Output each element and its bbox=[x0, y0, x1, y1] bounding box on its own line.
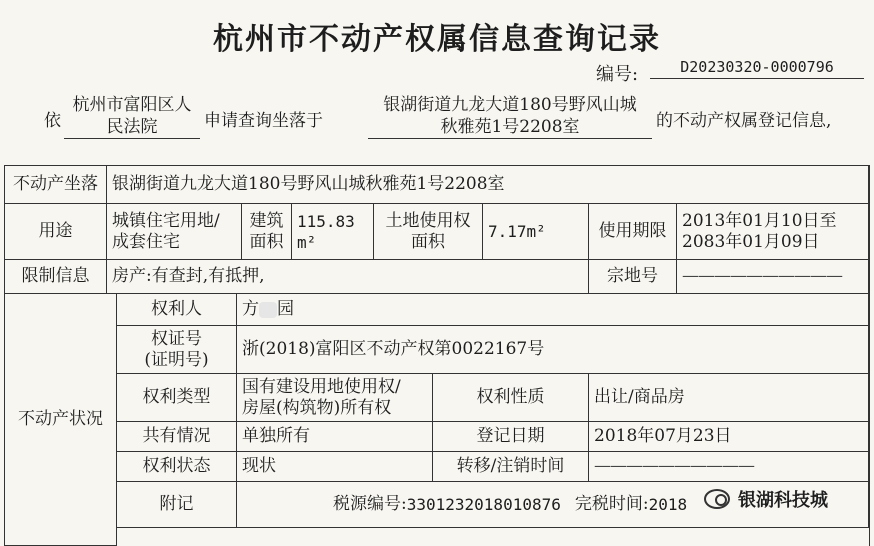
building-area-label-line2: 面积 bbox=[249, 231, 284, 252]
building-area-value bbox=[292, 204, 374, 260]
right-status-label: 权利状态 bbox=[117, 452, 237, 482]
intro-requester-line1: 杭州市富阳区人 bbox=[72, 95, 192, 115]
right-type-label: 权利类型 bbox=[117, 374, 237, 422]
notes-label: 附记 bbox=[117, 482, 237, 528]
building-area-value-line2: m² bbox=[297, 232, 317, 252]
intro-middle: 申请查询坐落于 bbox=[204, 111, 323, 131]
serial-number: D20230320-0000796 bbox=[650, 58, 864, 79]
owner-value-b: 园 bbox=[277, 299, 294, 319]
notes-tax-value: 3301232018010876 bbox=[406, 495, 561, 514]
watermark-logo bbox=[704, 487, 874, 511]
land-area-label-line1: 土地使用权 bbox=[385, 210, 471, 231]
serial-label: 编号: bbox=[596, 64, 639, 85]
right-type-value-line2: 房屋(构筑物)所有权 bbox=[242, 397, 392, 418]
cert-label-line1: 权证号 bbox=[151, 328, 202, 349]
term-value-line1: 2013年01月10日至 bbox=[682, 210, 837, 231]
building-area-label-line1: 建筑 bbox=[249, 210, 284, 231]
transfer-label: 转移/注销时间 bbox=[433, 452, 589, 482]
right-status-value: 现状 bbox=[237, 452, 433, 482]
cert-label-line2: (证明号) bbox=[144, 349, 209, 370]
reg-date-value: 2018年07月23日 bbox=[589, 422, 869, 452]
land-area-label-line2: 面积 bbox=[411, 231, 445, 252]
parcel-value: —————————— bbox=[677, 260, 869, 294]
notes-time-label: 完税时间: bbox=[574, 494, 649, 514]
usage-value bbox=[107, 204, 242, 260]
usage-value-line1: 城镇住宅用地/ bbox=[112, 210, 220, 231]
page-title: 杭州市不动产权属信息查询记录 bbox=[213, 22, 661, 57]
share-value: 单独所有 bbox=[237, 422, 433, 452]
intro-location-line1: 银湖街道九龙大道180号野风山城 bbox=[383, 95, 637, 115]
intro-location bbox=[368, 94, 652, 139]
cert-label bbox=[117, 326, 237, 374]
building-area-label bbox=[242, 204, 292, 260]
term-label: 使用期限 bbox=[589, 204, 677, 260]
location-value: 银湖街道九龙大道180号野风山城秋雅苑1号2208室 bbox=[107, 166, 869, 204]
cert-value: 浙(2018)富阳区不动产权第0022167号 bbox=[237, 326, 869, 374]
building-area-value-line1: 115.83 bbox=[297, 211, 355, 231]
term-value-line2: 2083年01月09日 bbox=[682, 231, 820, 252]
usage-label: 用途 bbox=[5, 204, 107, 260]
notes-tax-label: 税源编号: bbox=[333, 494, 407, 514]
parcel-label: 宗地号 bbox=[589, 260, 677, 294]
wechat-icon bbox=[704, 489, 730, 509]
status-label: 不动产状况 bbox=[5, 294, 117, 546]
share-label: 共有情况 bbox=[117, 422, 237, 452]
owner-value-a: 方 bbox=[242, 299, 259, 319]
land-area-value: 7.17m² bbox=[483, 204, 589, 260]
intro-location-line2: 秋雅苑1号2208室 bbox=[440, 117, 580, 137]
restriction-label: 限制信息 bbox=[5, 260, 107, 294]
right-type-value bbox=[237, 374, 433, 422]
reg-date-label: 登记日期 bbox=[433, 422, 589, 452]
right-nature-label: 权利性质 bbox=[433, 374, 589, 422]
restriction-value: 房产:有查封,有抵押, bbox=[107, 260, 589, 294]
owner-value bbox=[237, 294, 869, 326]
right-type-value-line1: 国有建设用地使用权/ bbox=[242, 376, 401, 397]
intro-requester-line2: 民法院 bbox=[106, 117, 158, 137]
intro-suffix: 的不动产权属登记信息, bbox=[656, 111, 832, 131]
transfer-value: —————————— bbox=[589, 452, 869, 482]
owner-label: 权利人 bbox=[117, 294, 237, 326]
usage-value-line2: 成套住宅 bbox=[112, 231, 180, 252]
location-label: 不动产坐落 bbox=[5, 166, 107, 204]
land-area-label bbox=[374, 204, 483, 260]
notes-time-value: 2018 bbox=[648, 495, 688, 514]
intro-prefix: 依 bbox=[44, 111, 61, 131]
term-value bbox=[677, 204, 869, 260]
watermark-logo-text: 银湖科技城 bbox=[738, 490, 828, 511]
right-nature-value: 出让/商品房 bbox=[589, 374, 869, 422]
intro-requester bbox=[64, 94, 200, 139]
redacted-mark bbox=[259, 302, 277, 318]
